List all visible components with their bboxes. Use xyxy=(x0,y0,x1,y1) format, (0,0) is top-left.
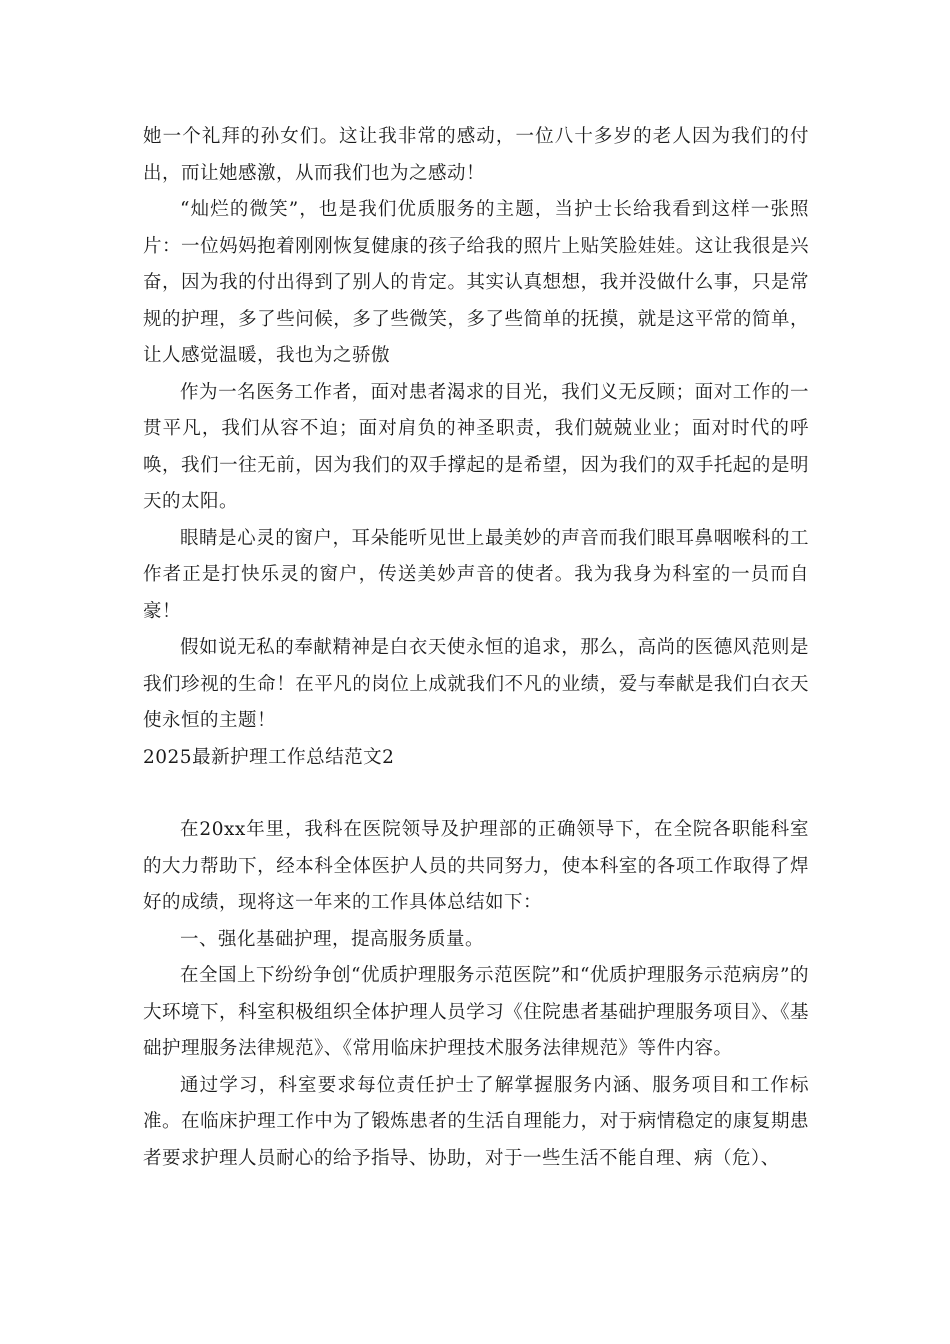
paragraph-study-requirements: 通过学习，科室要求每位责任护士了解掌握服务内涵、服务项目和工作标准。在临床护理工作中为了锻炼患者的生活自理能力，对于病情稳定的康复期患者要求护理人员耐心的给予指导、协助，对于一些生活不能自理、病（危）、 xyxy=(143,1074,809,1169)
document-body xyxy=(143,119,809,1177)
paragraph-continuation: 她一个礼拜的孙女们。这让我非常的感动，一位八十多岁的老人因为我们的付出，而让她感激，从而我们也为之感动！ xyxy=(143,126,809,184)
paragraph-subheading-basic-care: 一、强化基础护理，提高服务质量。 xyxy=(180,928,485,950)
paragraph-summary-intro: 在20xx年里，我科在医院领导及护理部的正确领导下，在全院各职能科室的大力帮助下，经本科全体医护人员的共同努力，使本科室的各项工作取得了焊好的成绩，现将这一年来的工作具体总结如下： xyxy=(143,819,809,913)
section-title: 2025最新护理工作总结范文2 xyxy=(143,746,395,768)
paragraph-ent-department: 眼睛是心灵的窗户，耳朵能听见世上最美妙的声音而我们眼耳鼻咽喉科的工作者正是打快乐灵的窗户，传送美妙声音的使者。我为我身为科室的一员而自豪！ xyxy=(143,527,809,622)
paragraph-smile: “灿烂的微笑”，也是我们优质服务的主题，当护士长给我看到这样一张照片：一位妈妈抱着刚刚恢复健康的孩子给我的照片上贴笑脸娃娃。这让我很是兴奋，因为我的付出得到了别人的肯定。其实认真想想，我并没做什么事，只是常规的护理，多了些问候，多了些微笑，多了些简单的抚摸，就是这平常的简单，让人感觉温暖，我也为之骄傲 xyxy=(143,199,809,366)
paragraph-dedication: 假如说无私的奉献精神是白衣天使永恒的追求，那么，高尚的医德风范则是我们珍视的生命！在平凡的岗位上成就我们不凡的业绩，爱与奉献是我们白衣天使永恒的主题！ xyxy=(143,637,809,731)
section-spacer xyxy=(143,776,809,812)
paragraph-quality-service: 在全国上下纷纷争创“优质护理服务示范医院”和“优质护理服务示范病房”的大环境下，科室积极组织全体护理人员学习《住院患者基础护理服务项目》、《基础护理服务法律规范》、《常用临床护理技术服务法律规范》等件内容。 xyxy=(143,965,809,1059)
paragraph-medical-worker: 作为一名医务工作者，面对患者渴求的目光，我们义无反顾；面对工作的一贯平凡，我们从容不迫；面对肩负的神圣职责，我们兢兢业业；面对时代的呼唤，我们一往无前，因为我们的双手撑起的是希望，因为我们的双手托起的是明天的太阳。 xyxy=(143,381,809,512)
